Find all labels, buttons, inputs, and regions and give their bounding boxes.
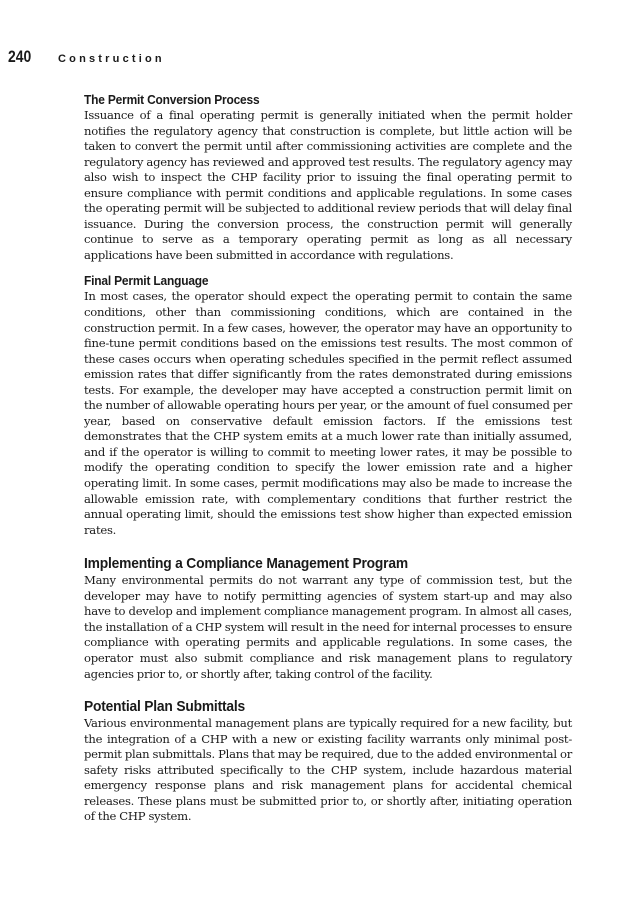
running-title: Construction: [58, 53, 165, 65]
paragraph-final-permit-language: In most cases, the operator should expect the operating permit to contain the same conditions, other than commissioning conditions, which are contained in the construction permit. In a few cases, however, the operator may have an opportunity to fine-tune permit conditions based on the emissions test results. The most common of these cases occurs when operating schedules specified in the permit reflect assumed emission rates that differ significantly from the rates demonstrated during emissions tests. For example, the developer may have accepted a construction permit limit on the number of allowable operating hours per year, or the amount of fuel consumed per year, based on conservative default emission factors. If the emissions test demonstrates that the CHP system emits at a much lower rate than initially assumed, and if the operator is willing to commit to meeting lower rates, it may be possible to modify the operating condition to specify the lower emission rate and a higher operating limit. In some cases, permit modifications may also be made to increase the allowable emission rate, with complementary conditions that further restrict the annual operating limit, should the emissions test show higher than expected emission rates.: [84, 289, 572, 537]
paragraph-permit-conversion: Issuance of a final operating permit is generally initiated when the permit holder notifies the regulatory agency that construction is complete, but little action will be taken to convert the permit until after commissioning activities are complete and the regulatory agency has reviewed and approved test results. The regulatory agency may also wish to inspect the CHP facility prior to issuing the final operating permit to ensure compliance with permit conditions and applicable regulations. In some cases the operating permit will be subjected to additional review periods that will delay final issuance. During the conversion process, the construction permit will generally continue to serve as a temporary operating permit as long as all necessary applications have been submitted in accordance with regulations.: [84, 108, 572, 262]
section-heading-final-permit-language: Final Permit Language: [84, 273, 209, 289]
page-number: 240: [8, 47, 32, 66]
section-heading-plan-submittals: Potential Plan Submittals: [84, 698, 246, 716]
paragraph-plan-submittals: Various environmental management plans are typically required for a new facility, but the integration of a CHP with a new or existing facility warrants only minimal post-permit plan submittals. Plans that may be required, due to the added environmental or safety risks attributed specifically to the CHP system, include hazardous material emergency response plans and risk management plans for accidental chemical releases. These plans must be submitted prior to, or shortly after, initiating operation of the CHP system.: [84, 716, 572, 824]
section-heading-compliance-program: Implementing a Compliance Management Program: [84, 555, 408, 573]
running-head: [8, 47, 165, 67]
section-heading-permit-conversion: The Permit Conversion Process: [84, 92, 260, 107]
paragraph-compliance-program: Many environmental permits do not warrant any type of commission test, but the developer may have to notify permitting agencies of system start-up and may also have to develop and implement compliance management program. In almost all cases, the installation of a CHP system will result in the need for internal processes to ensure compliance with operating permits and applicable regulations. In some cases, the operator must also submit compliance and risk management plans to regulatory agencies prior to, or shortly after, taking control of the facility.: [84, 573, 572, 681]
page-body: [84, 92, 572, 825]
